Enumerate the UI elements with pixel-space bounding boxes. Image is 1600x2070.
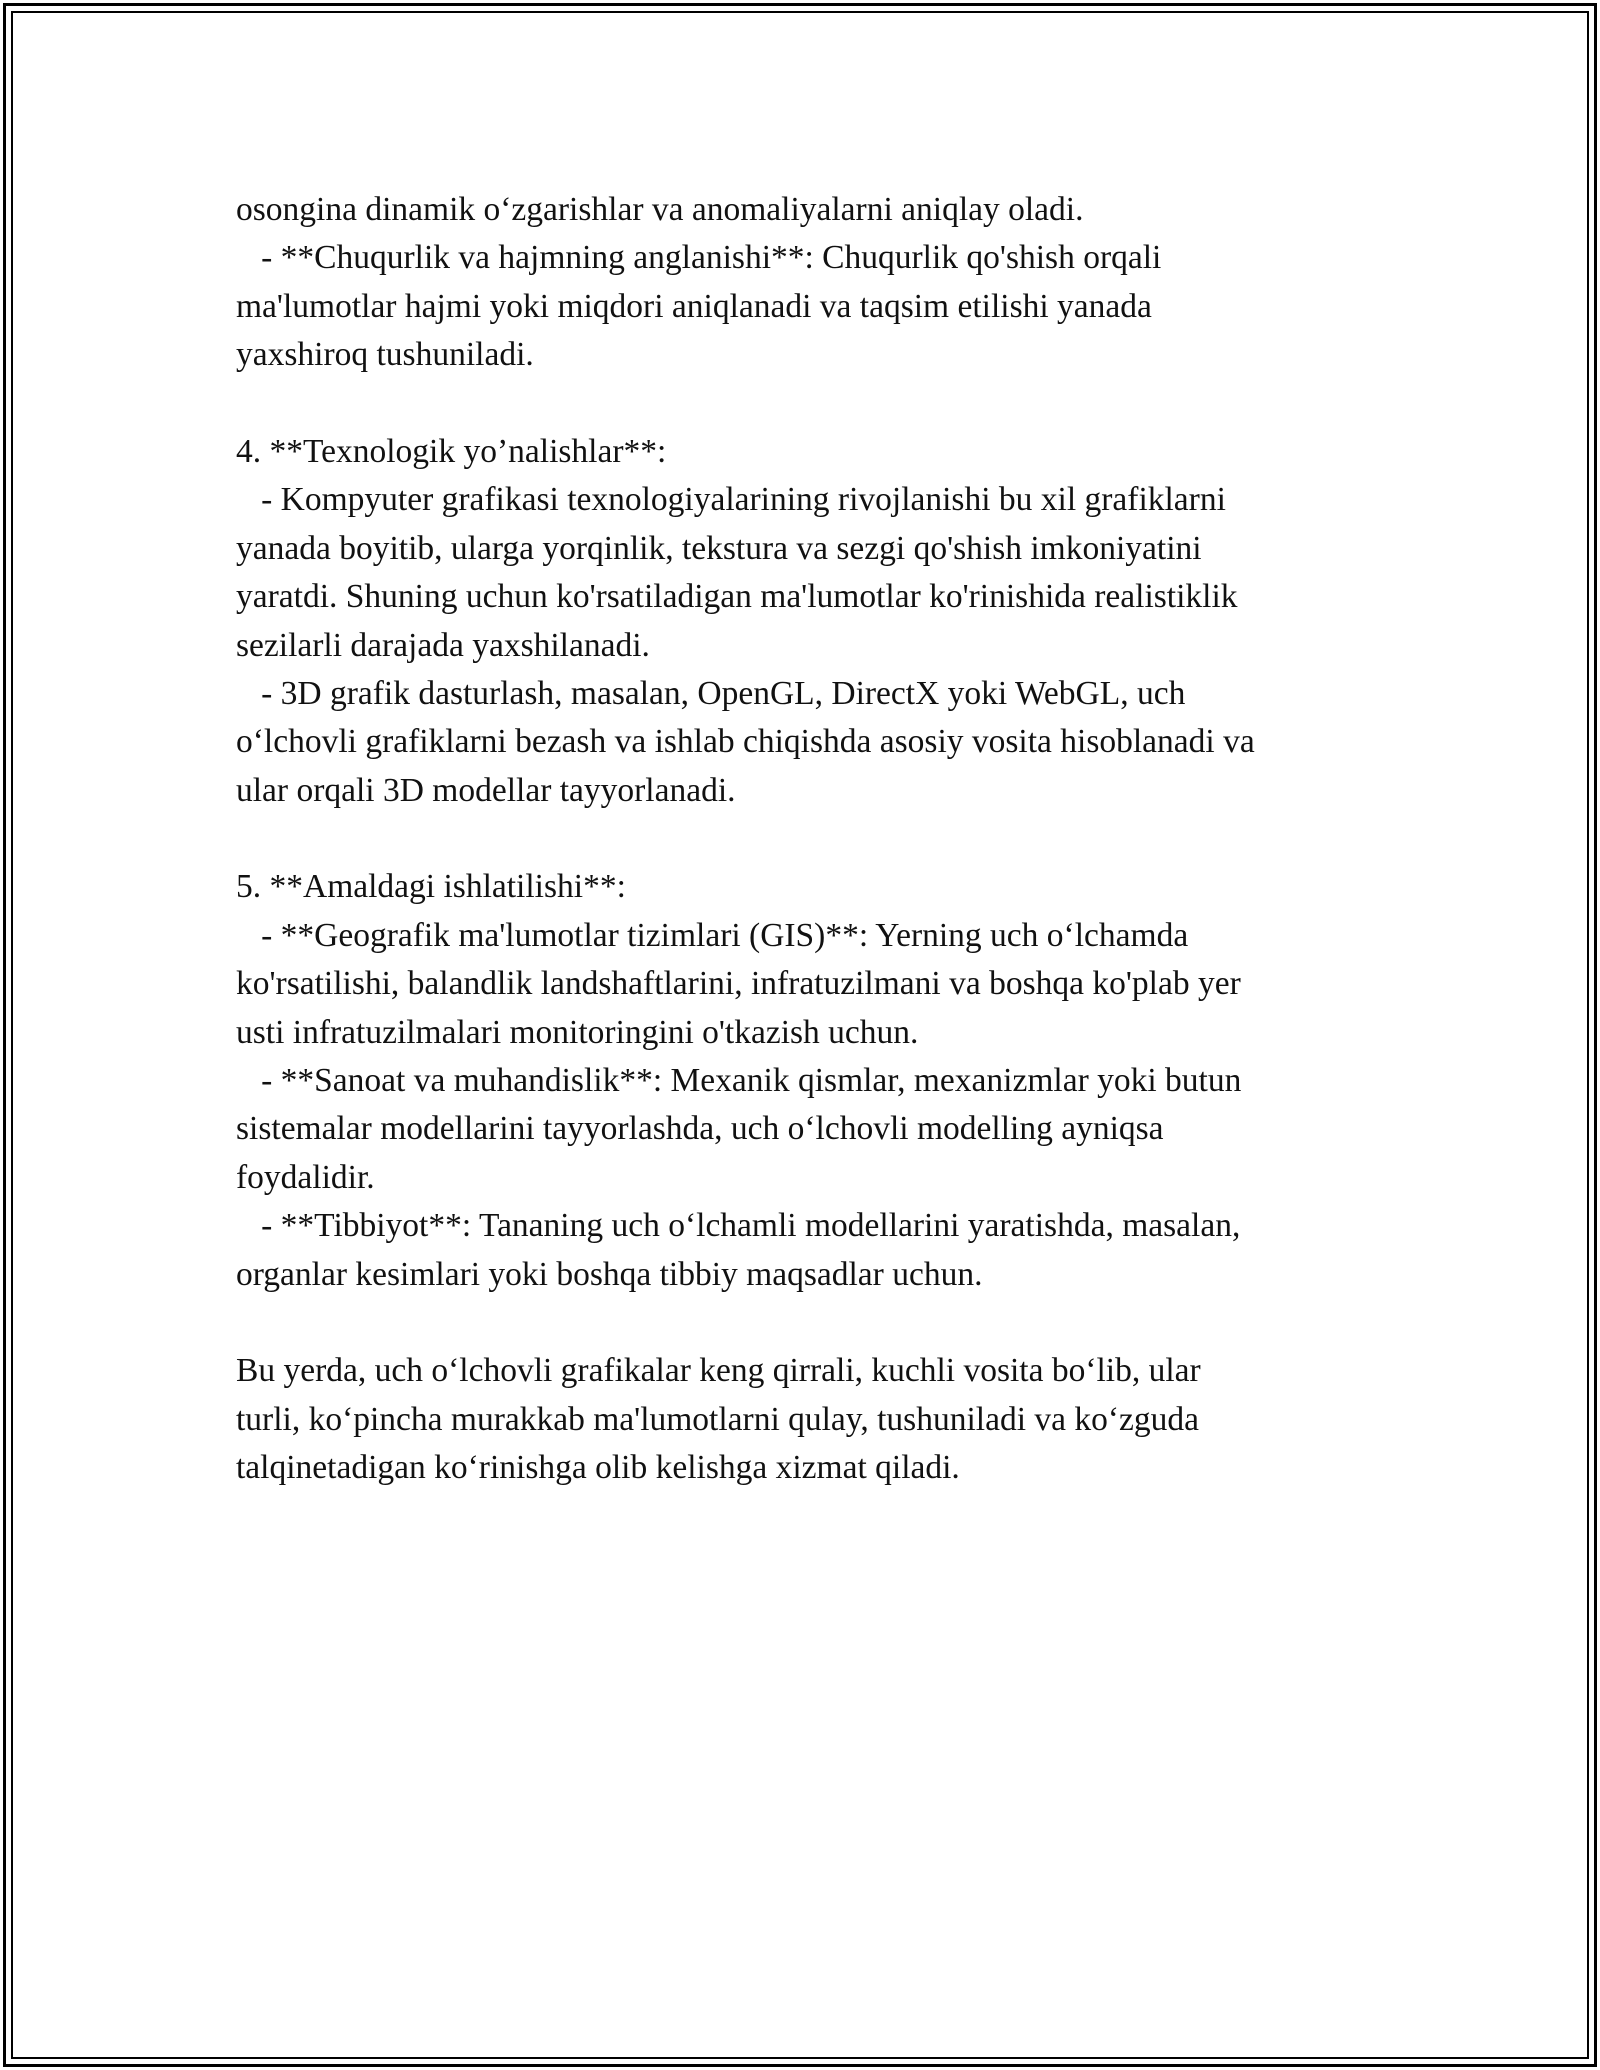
text-line: ular orqali 3D modellar tayyorlanadi. bbox=[236, 771, 736, 809]
text-line: organlar kesimlari yoki boshqa tibbiy maqsadlar uchun. bbox=[236, 1255, 983, 1293]
text-line: ko'rsatilishi, balandlik landshaftlarini, infratuzilmani va boshqa ko'plab yer bbox=[236, 965, 1241, 1003]
text-line: foydalidir. bbox=[236, 1158, 375, 1196]
text-line: o‘lchovli grafiklarni bezash va ishlab chiqishda asosiy vosita hisoblanadi va bbox=[236, 723, 1255, 761]
text-line: - Kompyuter grafikasi texnologiyalarining rivojlanishi bu xil grafiklarni bbox=[236, 481, 1226, 519]
text-line: ma'lumotlar hajmi yoki miqdori aniqlanadi va taqsim etilishi yanada bbox=[236, 287, 1152, 325]
text-line: - 3D grafik dasturlash, masalan, OpenGL, DirectX yoki WebGL, uch bbox=[236, 674, 1186, 712]
text-line: yaxshiroq tushuniladi. bbox=[236, 336, 534, 374]
text-line: sezilarli darajada yaxshilanadi. bbox=[236, 626, 650, 664]
section-heading-5: 5. **Amaldagi ishlatilishi**: bbox=[236, 868, 626, 906]
text-line: yaratdi. Shuning uchun ko'rsatiladigan ma'lumotlar ko'rinishida realistiklik bbox=[236, 578, 1238, 616]
paragraph-gap bbox=[236, 380, 1366, 428]
text-line: - **Tibbiyot**: Tananing uch o‘lchamli modellarini yaratishda, masalan, bbox=[236, 1207, 1241, 1245]
paragraph-gap bbox=[236, 815, 1366, 863]
text-line: yanada boyitib, ularga yorqinlik, tekstura va sezgi qo'shish imkoniyatini bbox=[236, 529, 1202, 567]
text-line: - **Sanoat va muhandislik**: Mexanik qismlar, mexanizmlar yoki butun bbox=[236, 1062, 1242, 1100]
paragraph-gap bbox=[236, 1299, 1366, 1347]
text-line: sistemalar modellarini tayyorlashda, uch o‘lchovli modelling ayniqsa bbox=[236, 1110, 1164, 1148]
document-body bbox=[236, 186, 1366, 1493]
section-heading-4: 4. **Texnologik yo’nalishlar**: bbox=[236, 432, 667, 470]
text-line: usti infratuzilmalari monitoringini o'tkazish uchun. bbox=[236, 1013, 919, 1051]
conclusion-line: Bu yerda, uch o‘lchovli grafikalar keng qirrali, kuchli vosita bo‘lib, ular bbox=[236, 1352, 1201, 1390]
conclusion-line: talqinetadigan ko‘rinishga olib kelishga xizmat qiladi. bbox=[236, 1449, 960, 1487]
text-line: - **Chuqurlik va hajmning anglanishi**: Chuqurlik qo'shish orqali bbox=[236, 239, 1162, 277]
conclusion-line: turli, ko‘pincha murakkab ma'lumotlarni qulay, tushuniladi va ko‘zguda bbox=[236, 1400, 1200, 1438]
text-line: - **Geografik ma'lumotlar tizimlari (GIS)**: Yerning uch o‘lchamda bbox=[236, 916, 1189, 954]
text-line: osongina dinamik o‘zgarishlar va anomaliyalarni aniqlay oladi. bbox=[236, 191, 1084, 228]
